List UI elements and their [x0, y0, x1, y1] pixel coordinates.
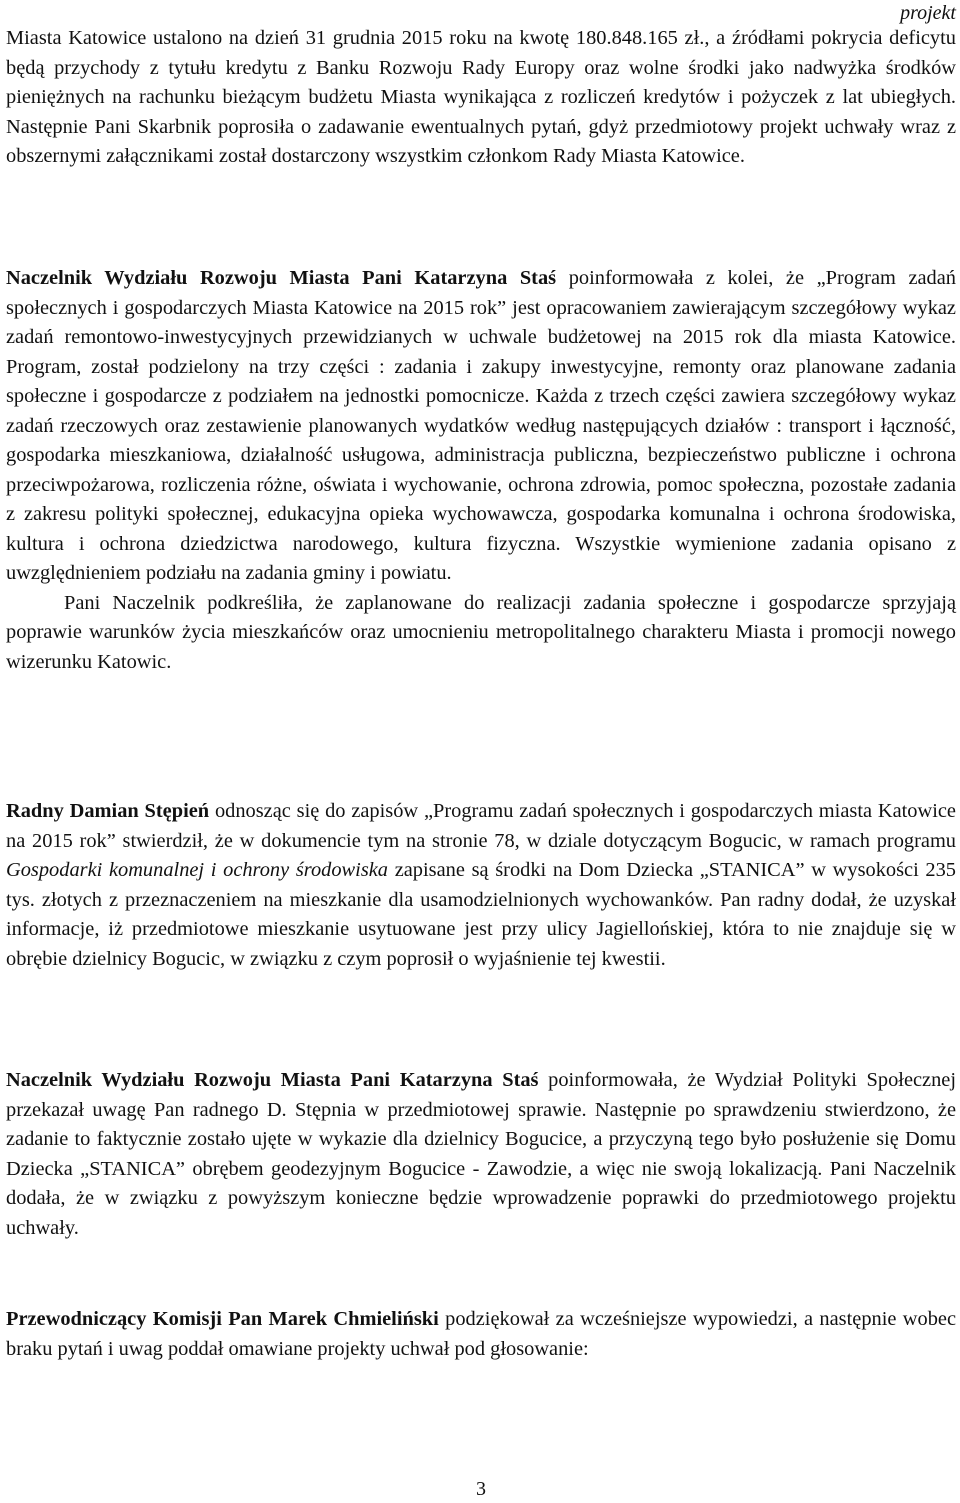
- paragraph-program-overview: [6, 264, 956, 677]
- paragraph-text: poinformowała z kolei, że „Program zadań społecznych i gospodarczych Miasta Katowice na 2015 rok” jest opracowaniem zawierającym szczegółowy wykaz zadań remontowo-inwestycyjnych przewidzianych w uchwale budżetowej na 2015 rok dla miasta Katowice. Program, został podzielony na trzy części : zadania i zakupy inwestycyjne, remonty oraz planowane zadania społeczne i gospodarcze z podziałem na jednostki pomocnicze. Każda z trzech części zawiera szczegółowy wykaz zadań rzeczowych oraz zestawienie planowanych wydatków według następujących działów : transport i łączność, gospodarka mieszkaniowa, działalność usługowa, administracja publiczna, bezpieczeństwo publiczne i ochrona przeciwpożarowa, rozliczenia różne, oświata i wychowanie, ochrona zdrowia, pomoc społeczna, pozostałe zadania z zakresu polityki społecznej, edukacyjna opieka wychowawcza, gospodarka komunalna i ochrona środowiska, kultura i ochrona dziedzictwa narodowego, kultura fizyczna. Wszystkie wymienione zadania opisano z uwzględnieniem podziału na zadania gminy i powiatu.: [6, 267, 956, 584]
- paragraph-director-answer: [6, 1066, 956, 1243]
- speaker-name: Przewodniczący Komisji Pan Marek Chmieliński: [6, 1308, 439, 1330]
- speaker-name: Naczelnik Wydziału Rozwoju Miasta Pani Katarzyna Staś: [6, 1069, 539, 1091]
- speaker-name: Naczelnik Wydziału Rozwoju Miasta Pani Katarzyna Staś: [6, 267, 557, 289]
- paragraph-text: poinformowała, że Wydział Polityki Społecznej przekazał uwagę Pan radnego D. Stępnia w przedmiotowej sprawie. Następnie po sprawdzeniu stwierdzono, że zadanie to faktycznie zostało ujęte w wykazie dla dzielnicy Bogucice, a przyczyną tego było posłużenie się Domu Dziecka „STANICA” obrębem geodezyjnym Bogucice - Zawodzie, a więc nie swoją lokalizacją. Pani Naczelnik dodała, że w związku z powyższym konieczne będzie wprowadzenie poprawki do przedmiotowego projektu uchwały.: [6, 1069, 956, 1239]
- paragraph-chairman-vote: [6, 1305, 956, 1364]
- page-number: 3: [476, 1478, 486, 1500]
- speaker-name: Radny Damian Stępień: [6, 800, 210, 822]
- paragraph-councillor-question: [6, 797, 956, 974]
- paragraph-budget-deficit: [6, 24, 956, 172]
- paragraph-continuation: Pani Naczelnik podkreśliła, że zaplanowane do realizacji zadania społeczne i gospodarcze sprzyjają poprawie warunków życia mieszkańców oraz umocnieniu metropolitalnego charakteru Miasta i promocji nowego wizerunku Katowic.: [6, 591, 956, 673]
- paragraph-text-continued: zapisane są środki na Dom Dziecka „STANICA” w wysokości 235 tys. złotych z przeznaczeniem na mieszkanie dla usamodzielnionych wychowanków. Pan radny dodał, że uzyskał informacje, iż przedmiotowe mieszkanie usytuowane jest przy ulicy Jagiellońskiej, która to nie znajduje się w obrębie dzielnicy Bogucic, w związku z czym poprosił o wyjaśnienie tej kwestii.: [6, 859, 956, 970]
- paragraph-text: podziękował za wcześniejsze wypowiedzi, a następnie wobec braku pytań i uwag poddał omawiane projekty uchwał pod głosowanie:: [6, 1308, 956, 1360]
- document-page: [6, 0, 956, 1503]
- draft-label: projekt: [900, 2, 956, 24]
- program-name-italic: Gospodarki komunalnej i ochrony środowiska: [6, 859, 389, 881]
- paragraph-text: odnosząc się do zapisów „Programu zadań społecznych i gospodarczych miasta Katowice na 2015 rok” stwierdził, że w dokumencie tym na stronie 78, w dziale dotyczącym Bogucic, w ramach programu: [6, 800, 956, 852]
- paragraph-text: Miasta Katowice ustalono na dzień 31 grudnia 2015 roku na kwotę 180.848.165 zł., a źródłami pokrycia deficytu będą przychody z tytułu kredytu z Banku Rozwoju Rady Europy oraz wolne środki jako nadwyżka środków pieniężnych na rachunku bieżącym budżetu Miasta wynikająca z rozliczeń kredytów i pożyczek z lat ubiegłych. Następnie Pani Skarbnik poprosiła o zadawanie ewentualnych pytań, gdyż przedmiotowy projekt uchwały wraz z obszernymi załącznikami został dostarczony wszystkim członkom Rady Miasta Katowice.: [6, 27, 956, 167]
